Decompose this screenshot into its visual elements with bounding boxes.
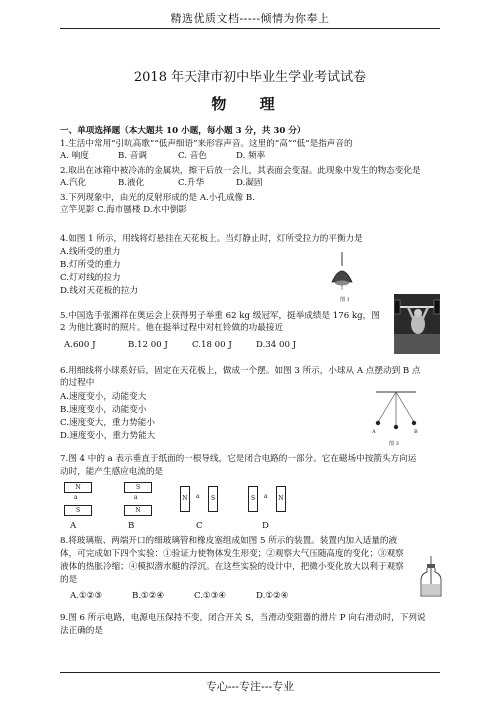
q8-option-a: A.①②③ <box>70 591 103 601</box>
q5-option-d: D.34 00 J <box>256 340 297 350</box>
q4-option-b: B.灯所受的重力 <box>60 260 121 270</box>
q1-option-d: D. 频率 <box>236 151 266 161</box>
magnet-s-pole: S <box>248 486 258 512</box>
q6-line2: 的过程中 <box>60 378 95 388</box>
q8-line1: 8.将玻璃瓶、两端开口的细玻璃管和橡皮塞组成如图 5 所示的装置。装置内加入适量的液 <box>60 536 398 546</box>
wire-label: a <box>134 494 138 501</box>
q9-line1: 9.图 6 所示电路，电源电压保持不变，闭合开关 S，当滑动变阻器的滑片 P 向右滑动时，下列说 <box>60 613 426 623</box>
magnet-n-pole: N <box>124 505 152 516</box>
footer-rule <box>60 672 440 673</box>
magnet-s-pole: S <box>208 486 218 512</box>
figure4-a <box>60 482 100 516</box>
figure4-label-b: B <box>128 521 135 531</box>
q1-option-b: B. 音调 <box>118 151 147 161</box>
q2-option-a: A.汽化 <box>60 178 87 188</box>
q7-line2: 动时，能产生感应电流的是 <box>60 467 164 477</box>
figure4-label-d: D <box>262 521 269 531</box>
magnet-n-pole: N <box>64 482 92 493</box>
q8-line4: 的是 <box>60 575 78 585</box>
figure3-caption: 图 3 <box>389 441 399 447</box>
q8-option-d: D.①②④ <box>256 591 289 601</box>
pendulum-label-a: A <box>372 429 376 435</box>
bottle-figure <box>418 556 444 600</box>
page-footer: 专心---专注---专业 <box>205 680 295 693</box>
q8-line2: 体，可完成如下四个实验：①验证力使物体发生形变；②观察大气压随高度的变化；③观察 <box>60 549 404 559</box>
figure4-b <box>120 482 160 516</box>
q6-option-d: D.速度变小，重力势能大 <box>60 431 156 441</box>
q6-option-b: B.速度变小，动能变小 <box>60 405 147 415</box>
wire-label: a <box>74 494 78 501</box>
magnet-s-pole: S <box>64 505 92 516</box>
q3-line2: 立竿见影 C.海市蜃楼 D.水中倒影 <box>60 205 187 215</box>
pendulum-label-b: B <box>414 429 418 435</box>
q5-line1: 5.中国选手张湘祥在奥运会上获得男子举重 62 kg 级冠军，挺举成绩是 176 kg，图 <box>60 311 380 321</box>
exam-subject: 物 理 <box>211 95 289 113</box>
wire-label: a <box>196 493 200 500</box>
q8-option-b: B.①②④ <box>132 591 165 601</box>
q6-option-c: C.速度变大，重力势能小 <box>60 418 155 428</box>
q1-stem: 1.生活中常用“引吭高歌”“低声细语”来形容声音。这里的“高”“低”是指声音的 <box>60 139 353 149</box>
wire-label: a <box>264 493 268 500</box>
figure4-c <box>180 484 220 514</box>
q6-option-a: A.速度变小，动能变大 <box>60 392 147 402</box>
header-rule <box>60 28 440 29</box>
figure4-label-c: C <box>196 521 203 531</box>
magnet-n-pole: N <box>276 486 286 512</box>
q5-line2: 2 为他比赛时的照片。他在挺举过程中对杠铃做的功最接近 <box>60 323 284 333</box>
q4-option-a: A.线所受的重力 <box>60 247 121 257</box>
magnet-s-pole: S <box>124 482 152 493</box>
exam-title: 2018 年天津市初中毕业生学业考试试卷 <box>133 70 367 85</box>
q3-line1: 3.下列现象中，由光的反射形成的是 A.小孔成像 B. <box>60 193 255 203</box>
q1-option-c: C. 音色 <box>178 151 207 161</box>
figure1-caption: 图 1 <box>340 297 350 303</box>
q2-option-c: C.升华 <box>178 178 205 188</box>
q6-line1: 6.用细线将小球系好后，固定在天花板上，做成一个摆。如图 3 所示，小球从 A 点摆动到 B 点 <box>60 366 421 376</box>
q4-option-d: D.线对天花板的拉力 <box>60 286 139 296</box>
q9-line2: 法正确的是 <box>60 626 103 636</box>
section-heading: 一、单项选择题（本大题共 10 小题，每小题 3 分，共 30 分） <box>60 126 306 136</box>
figure4-d <box>248 484 288 514</box>
weightlifter-photo <box>394 294 440 354</box>
figure4-label-a: A <box>70 521 77 531</box>
q8-line3: 液体的热胀冷缩；④模拟潜水艇的浮沉。在这些实验的设计中，把微小变化放大以利于观察 <box>60 562 404 572</box>
q1-option-a: A. 响度 <box>60 151 89 161</box>
q8-option-c: C.①③④ <box>194 591 227 601</box>
q4-stem: 4.如图 1 所示，用线将灯悬挂在天花板上。当灯静止时，灯所受拉力的平衡力是 <box>60 234 363 244</box>
q2-option-d: D.凝固 <box>236 178 263 188</box>
q2-option-b: B.液化 <box>118 178 145 188</box>
q4-option-c: C.灯对线的拉力 <box>60 273 121 283</box>
q5-option-a: A.600 J <box>64 340 96 350</box>
page-header: 精选优质文档-----倾情为你奉上 <box>170 12 330 25</box>
magnet-n-pole: N <box>180 486 190 512</box>
q5-option-b: B.12 00 J <box>128 340 168 350</box>
q5-option-c: C.18 00 J <box>192 340 232 350</box>
q2-stem: 2.取出在冰箱中被冷冻的金属块，擦干后放一会儿，其表面会变湿。此现象中发生的物态变化是 <box>60 166 421 176</box>
q7-line1: 7.图 4 中的 a 表示垂直于纸面的一根导线，它是闭合电路的一部分。它在磁场中按箭头方向运 <box>60 454 417 464</box>
